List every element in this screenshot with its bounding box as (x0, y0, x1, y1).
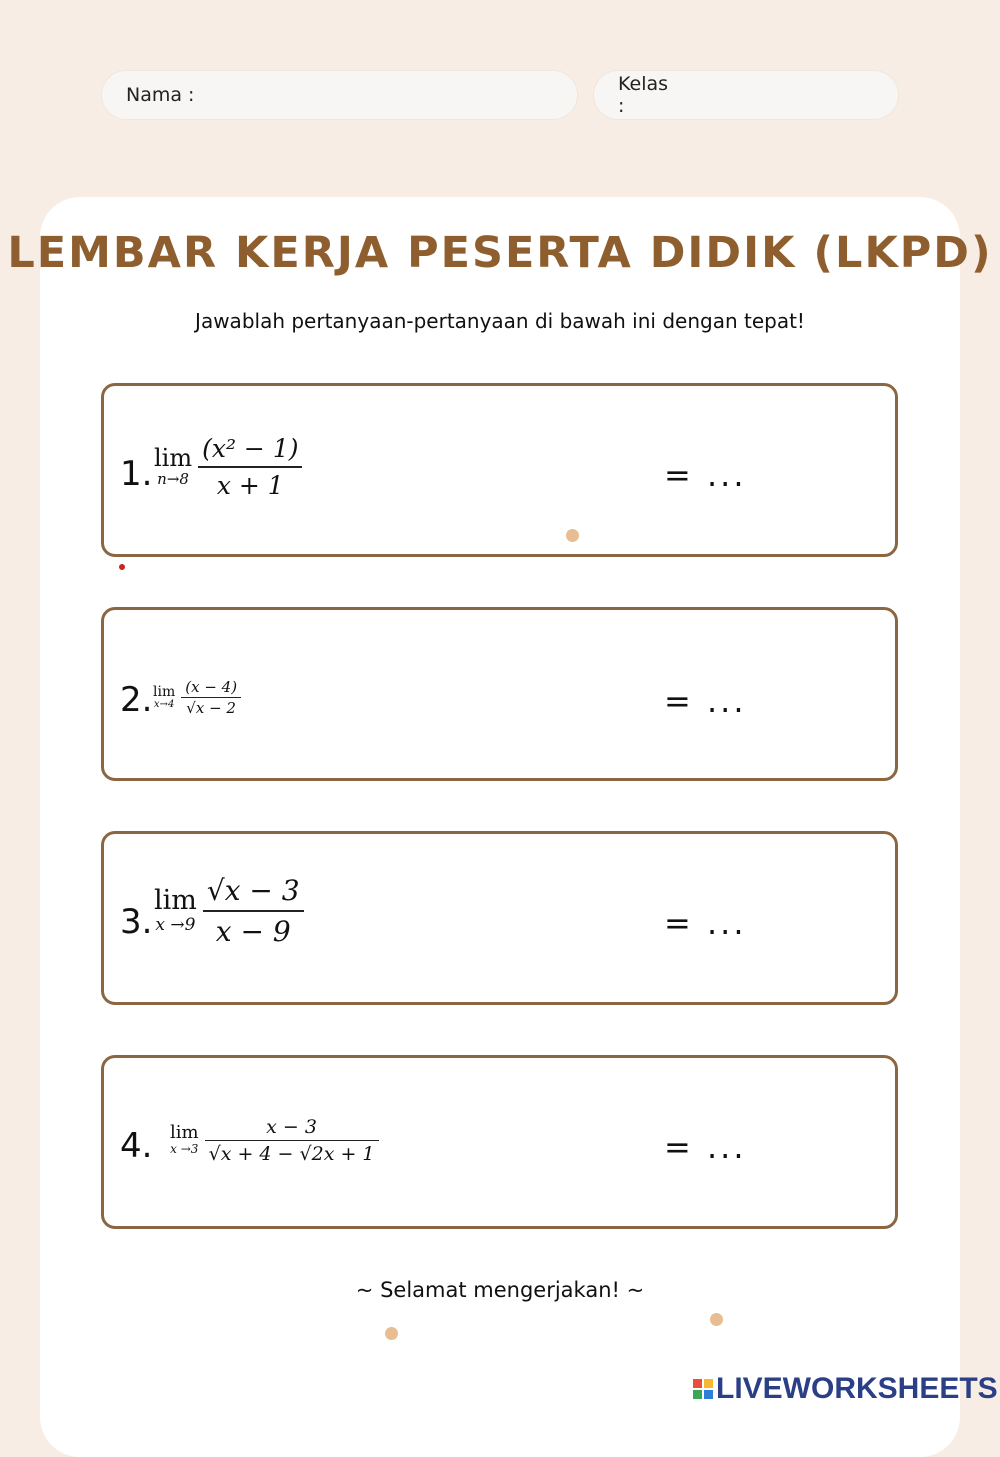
answer-input-2[interactable] (754, 680, 878, 722)
lim-word: lim (153, 683, 176, 700)
question-box-1 (101, 383, 898, 557)
question-number: 1. (120, 454, 153, 494)
class-label: Kelas : (618, 73, 669, 117)
logo-mark-icon (693, 1379, 713, 1399)
question-number: 3. (120, 902, 153, 942)
answer-input-1[interactable] (754, 454, 878, 496)
name-input[interactable] (202, 70, 577, 120)
worksheet-title: LEMBAR KERJA PESERTA DIDIK (LKPD) (7, 228, 993, 278)
numerator: x − 3 (266, 1116, 317, 1138)
question-number: 4. (120, 1126, 153, 1166)
fraction-bar (181, 697, 241, 698)
limit-formula (154, 434, 302, 500)
question-box-4 (101, 1055, 898, 1229)
answer-placeholder: = ... (664, 682, 747, 720)
decorative-dot (385, 1327, 398, 1340)
limit-formula (154, 874, 304, 948)
answer-placeholder: = ... (664, 456, 747, 494)
denominator: √x + 4 − √2x + 1 (208, 1143, 375, 1165)
denominator: √x − 2 (186, 699, 236, 717)
answer-input-4[interactable] (754, 1126, 878, 1168)
answer-placeholder: = ... (664, 904, 747, 942)
decorative-dot (710, 1313, 723, 1326)
lim-subscript: x→4 (153, 699, 175, 711)
class-input[interactable] (676, 70, 905, 120)
answer-placeholder: = ... (664, 1128, 747, 1166)
question-box-3 (101, 831, 898, 1005)
logo-text: LIVEWORKSHEETS (716, 1372, 998, 1405)
lim-subscript: x →3 (170, 1142, 199, 1157)
question-box-2 (101, 607, 898, 781)
name-label: Nama : (126, 84, 195, 106)
lim-subscript: n→8 (157, 470, 189, 489)
decorative-dot (119, 564, 125, 570)
worksheet-instruction: Jawablah pertanyaan-pertanyaan di bawah ini dengan tepat! (195, 309, 805, 333)
numerator: (x² − 1) (202, 434, 299, 463)
class-field[interactable] (593, 70, 899, 120)
numerator: (x − 4) (185, 678, 238, 696)
decorative-dot (566, 529, 579, 542)
fraction-bar (198, 466, 302, 468)
denominator: x − 9 (215, 915, 291, 948)
limit-formula (153, 678, 241, 717)
lim-word: lim (154, 444, 193, 473)
name-field[interactable] (101, 70, 578, 120)
liveworksheets-logo (693, 1372, 998, 1406)
lim-subscript: x →9 (155, 914, 196, 935)
lim-word: lim (170, 1122, 199, 1144)
denominator: x + 1 (216, 471, 284, 500)
fraction-bar (205, 1140, 379, 1141)
closing-message: ~ Selamat mengerjakan! ~ (355, 1278, 645, 1302)
numerator: √x − 3 (206, 874, 300, 907)
fraction-bar (203, 910, 304, 912)
question-number: 2. (120, 680, 153, 720)
answer-input-3[interactable] (754, 902, 878, 944)
lim-word: lim (154, 885, 197, 917)
limit-formula (170, 1116, 379, 1165)
